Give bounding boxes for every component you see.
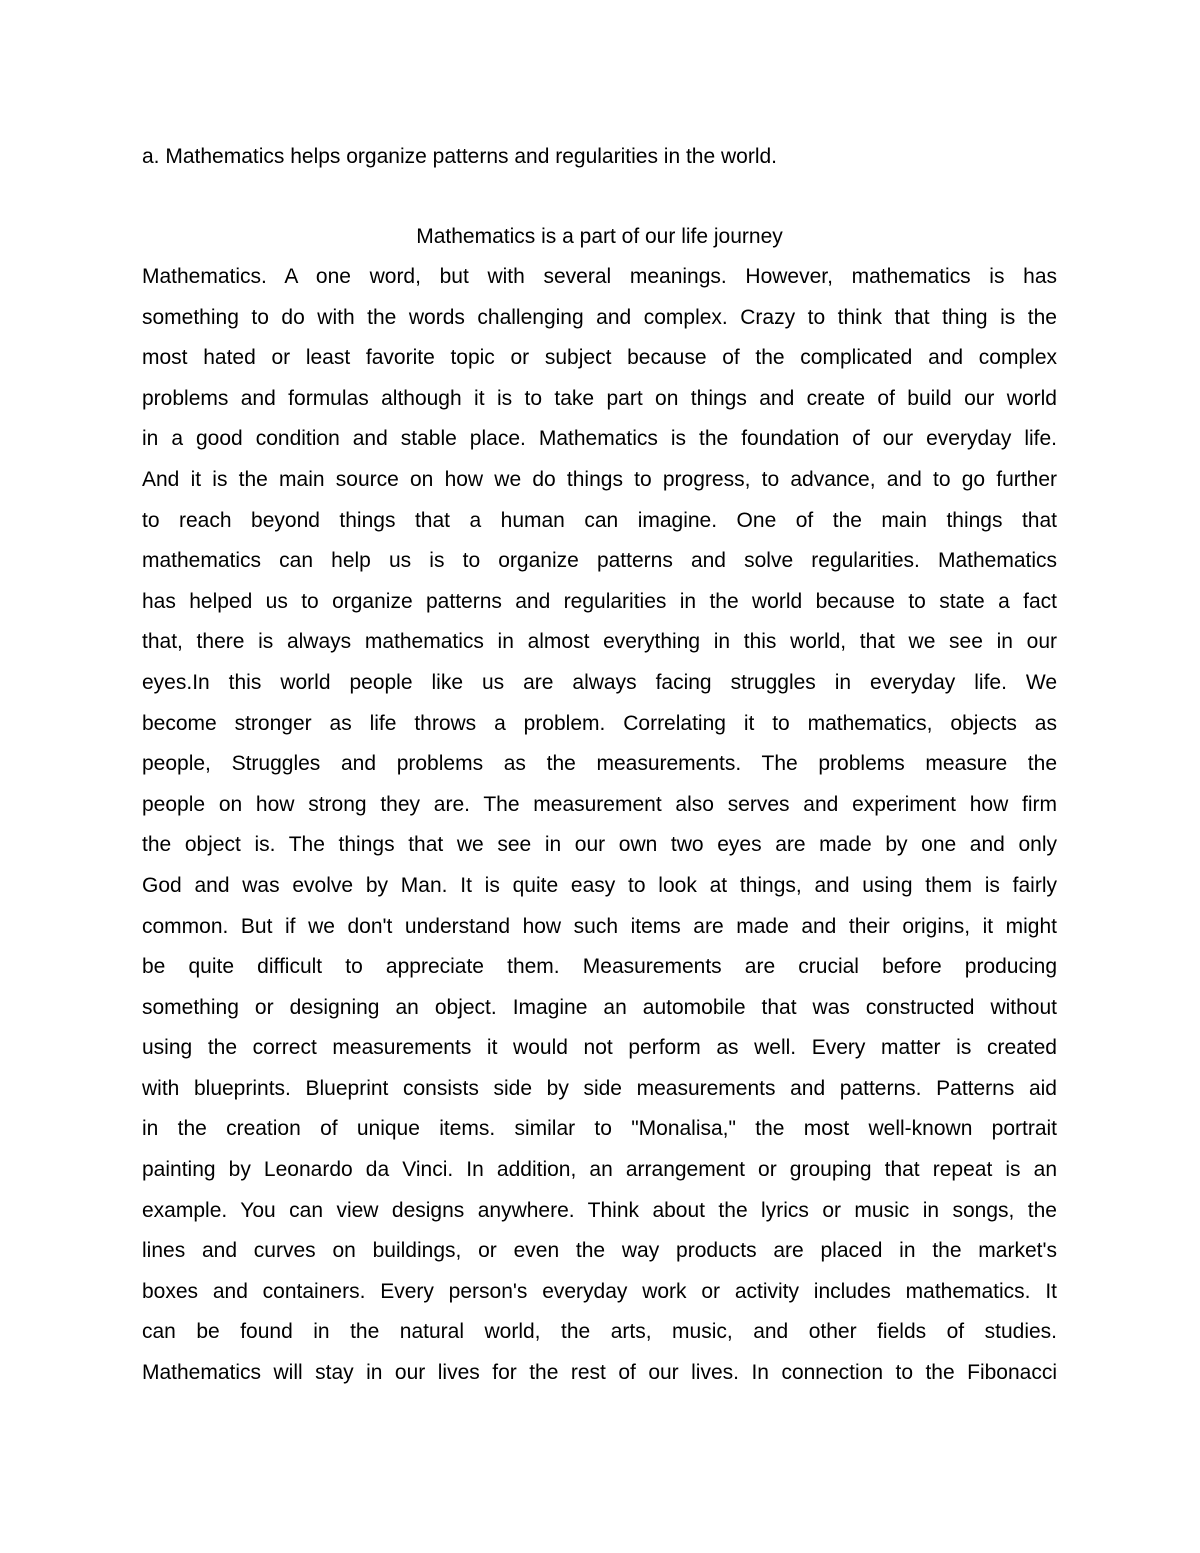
body-line: Mathematics. A one word, but with several meanings. However, mathematics is has xyxy=(142,265,1057,288)
body-line: that, there is always mathematics in almost everything in this world, that we see in our xyxy=(142,630,1057,654)
body-line: be quite difficult to appreciate them. Measurements are crucial before producing xyxy=(142,955,1057,979)
body-line: problems and formulas although it is to take part on things and create of build our world xyxy=(142,386,1057,410)
body-line: example. You can view designs anywhere. Think about the lyrics or music in songs, the xyxy=(142,1198,1057,1222)
body-line: with blueprints. Blueprint consists side by side measurements and patterns. Patterns aid xyxy=(142,1076,1057,1100)
body-line: become stronger as life throws a problem. Correlating it to mathematics, objects as xyxy=(142,711,1057,735)
body-line: God and was evolve by Man. It is quite easy to look at things, and using them is fairly xyxy=(142,873,1057,897)
body-line: the object is. The things that we see in our own two eyes are made by one and only xyxy=(142,833,1057,857)
body-line: something to do with the words challenging and complex. Crazy to think that thing is the xyxy=(142,305,1057,329)
body-line: people on how strong they are. The measurement also serves and experiment how firm xyxy=(142,792,1057,816)
body-line: something or designing an object. Imagine an automobile that was constructed without xyxy=(142,995,1057,1019)
body-line: in a good condition and stable place. Mathematics is the foundation of our everyday life. xyxy=(142,427,1057,451)
question-heading: a. Mathematics helps organize patterns and regularities in the world. xyxy=(142,145,778,168)
body-line: people, Struggles and problems as the measurements. The problems measure the xyxy=(142,752,1057,776)
body-line: mathematics can help us is to organize patterns and solve regularities. Mathematics xyxy=(142,549,1057,573)
essay-title: Mathematics is a part of our life journey xyxy=(416,225,783,248)
body-line: common. But if we don't understand how such items are made and their origins, it might xyxy=(142,914,1057,938)
body-line: lines and curves on buildings, or even the way products are placed in the market's xyxy=(142,1239,1057,1263)
body-line: can be found in the natural world, the arts, music, and other fields of studies. xyxy=(142,1320,1057,1344)
body-line: most hated or least favorite topic or subject because of the complicated and complex xyxy=(142,346,1057,370)
body-line: And it is the main source on how we do things to progress, to advance, and to go further xyxy=(142,467,1057,491)
body-line: Mathematics will stay in our lives for the rest of our lives. In connection to the Fibonacci xyxy=(142,1361,1057,1385)
body-line: boxes and containers. Every person's everyday work or activity includes mathematics. It xyxy=(142,1279,1057,1303)
body-line: has helped us to organize patterns and regularities in the world because to state a fact xyxy=(142,589,1057,613)
body-line: painting by Leonardo da Vinci. In addition, an arrangement or grouping that repeat is an xyxy=(142,1158,1057,1182)
body-line: eyes.In this world people like us are always facing struggles in everyday life. We xyxy=(142,670,1057,694)
body-line: to reach beyond things that a human can imagine. One of the main things that xyxy=(142,508,1057,532)
essay-body xyxy=(142,262,1057,1399)
body-line: using the correct measurements it would not perform as well. Every matter is created xyxy=(142,1036,1057,1060)
body-line: in the creation of unique items. similar to "Monalisa," the most well-known portrait xyxy=(142,1117,1057,1141)
